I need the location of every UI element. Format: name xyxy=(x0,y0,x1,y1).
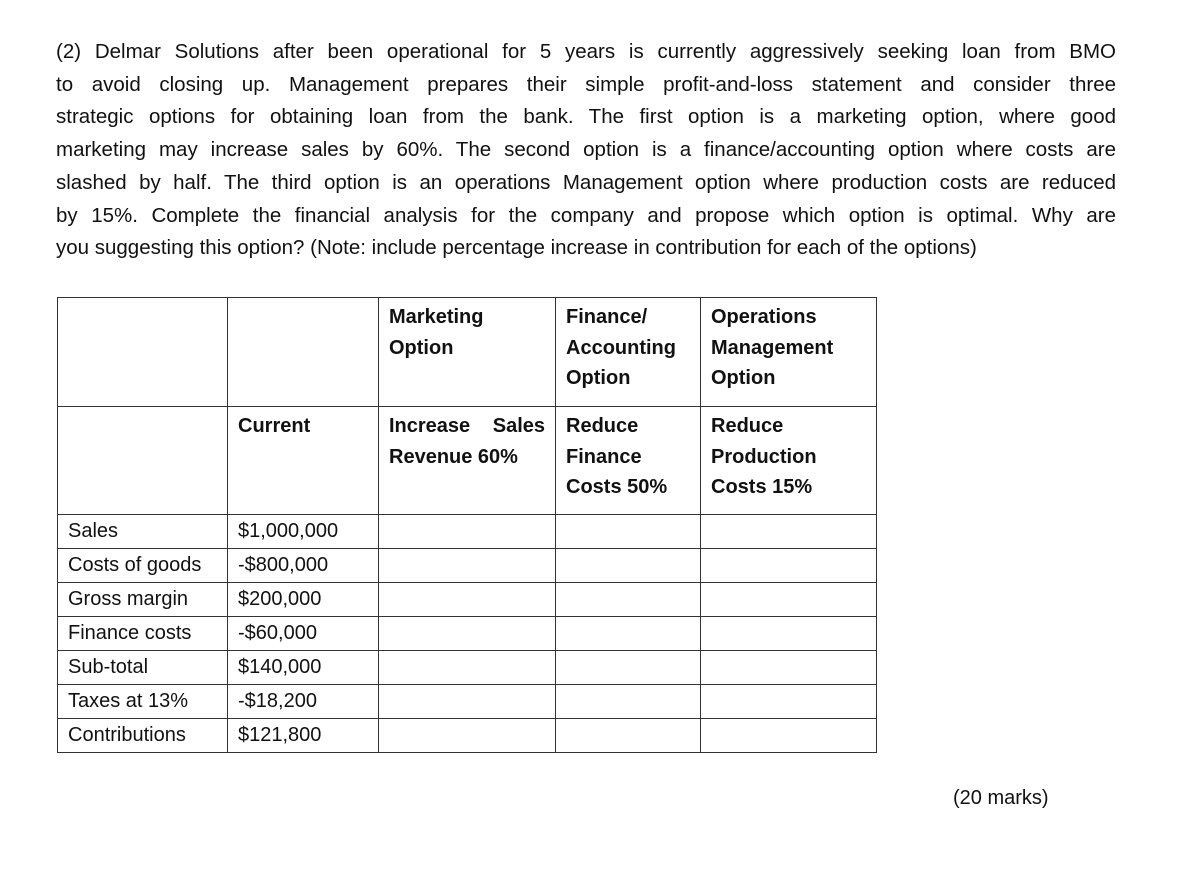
header-text: Option xyxy=(389,336,454,359)
header-text: Marketing xyxy=(389,306,484,328)
header-text: Production xyxy=(711,445,817,468)
operations-value-cell xyxy=(701,617,877,651)
header-text: Finance xyxy=(566,445,642,468)
marketing-value-cell xyxy=(379,651,556,685)
current-value: $200,000 xyxy=(228,583,379,617)
header-text: Increase Sales xyxy=(389,415,545,437)
row-label: Taxes at 13% xyxy=(58,685,228,719)
question-line: (2) Delmar Solutions after been operational for 5 years is currently aggressively seeking loan from BMO xyxy=(56,40,1116,63)
marketing-value-cell xyxy=(379,617,556,651)
empty-header-cell xyxy=(228,298,379,407)
header-current xyxy=(228,407,379,515)
header-text: Costs 50% xyxy=(566,476,668,498)
row-label: Gross margin xyxy=(58,583,228,617)
header-text: Reduce xyxy=(566,415,639,437)
current-value: $1,000,000 xyxy=(228,515,379,549)
current-value: $121,800 xyxy=(228,719,379,753)
subheader-finance xyxy=(556,407,701,515)
table-row xyxy=(58,583,877,617)
table-row xyxy=(58,515,877,549)
question-text xyxy=(56,36,1116,265)
header-text: Current xyxy=(238,415,311,437)
question-line: you suggesting this option? (Note: include percentage increase in contribution for each of the options) xyxy=(56,236,977,260)
table-row xyxy=(58,651,877,685)
finance-value-cell xyxy=(556,719,701,753)
current-value: -$60,000 xyxy=(228,617,379,651)
header-text: Option xyxy=(711,367,776,389)
row-label: Finance costs xyxy=(58,617,228,651)
question-line: marketing may increase sales by 60%. The second option is a finance/accounting option where costs are xyxy=(56,138,1116,162)
marketing-value-cell xyxy=(379,515,556,549)
operations-value-cell xyxy=(701,549,877,583)
table-row xyxy=(58,549,877,583)
question-line: strategic options for obtaining loan from the bank. The first option is a marketing option, where good xyxy=(56,105,1116,129)
operations-value-cell xyxy=(701,651,877,685)
empty-header-cell xyxy=(58,407,228,515)
header-text: Management xyxy=(711,336,834,359)
marketing-value-cell xyxy=(379,685,556,719)
header-marketing-option xyxy=(379,298,556,407)
marketing-value-cell xyxy=(379,549,556,583)
profit-loss-table xyxy=(57,297,877,753)
header-finance-option xyxy=(556,298,701,407)
header-text: Reduce xyxy=(711,415,784,437)
question-line: to avoid closing up. Management prepares their simple profit-and-loss statement and consider three xyxy=(56,72,1116,96)
operations-value-cell xyxy=(701,515,877,549)
table-row xyxy=(58,617,877,651)
table-subheader-row xyxy=(58,407,877,515)
subheader-operations xyxy=(701,407,877,515)
header-text: Costs 15% xyxy=(711,476,813,498)
current-value: -$18,200 xyxy=(228,685,379,719)
current-value: -$800,000 xyxy=(228,549,379,583)
operations-value-cell xyxy=(701,583,877,617)
header-text: Revenue 60% xyxy=(389,445,518,468)
finance-value-cell xyxy=(556,583,701,617)
question-line: by 15%. Complete the financial analysis for the company and propose which option is optimal. Why are xyxy=(56,203,1116,227)
operations-value-cell xyxy=(701,719,877,753)
subheader-marketing xyxy=(379,407,556,515)
header-text: Finance/ xyxy=(566,306,648,328)
operations-value-cell xyxy=(701,685,877,719)
question-line: slashed by half. The third option is an operations Management option where production costs are reduced xyxy=(56,170,1116,194)
table-header-row xyxy=(58,298,877,407)
current-value: $140,000 xyxy=(228,651,379,685)
marketing-value-cell xyxy=(379,719,556,753)
finance-value-cell xyxy=(556,685,701,719)
header-text: Operations xyxy=(711,306,817,328)
marketing-value-cell xyxy=(379,583,556,617)
marks-label: (20 marks) xyxy=(953,787,1049,809)
table-row xyxy=(58,685,877,719)
row-label: Contributions xyxy=(58,719,228,753)
finance-value-cell xyxy=(556,549,701,583)
row-label: Sales xyxy=(58,515,228,549)
row-label: Sub-total xyxy=(58,651,228,685)
table-row xyxy=(58,719,877,753)
finance-value-cell xyxy=(556,651,701,685)
header-text: Accounting xyxy=(566,336,676,359)
header-operations-option xyxy=(701,298,877,407)
finance-value-cell xyxy=(556,617,701,651)
finance-value-cell xyxy=(556,515,701,549)
header-text: Option xyxy=(566,367,631,389)
empty-header-cell xyxy=(58,298,228,407)
row-label: Costs of goods xyxy=(58,549,228,583)
